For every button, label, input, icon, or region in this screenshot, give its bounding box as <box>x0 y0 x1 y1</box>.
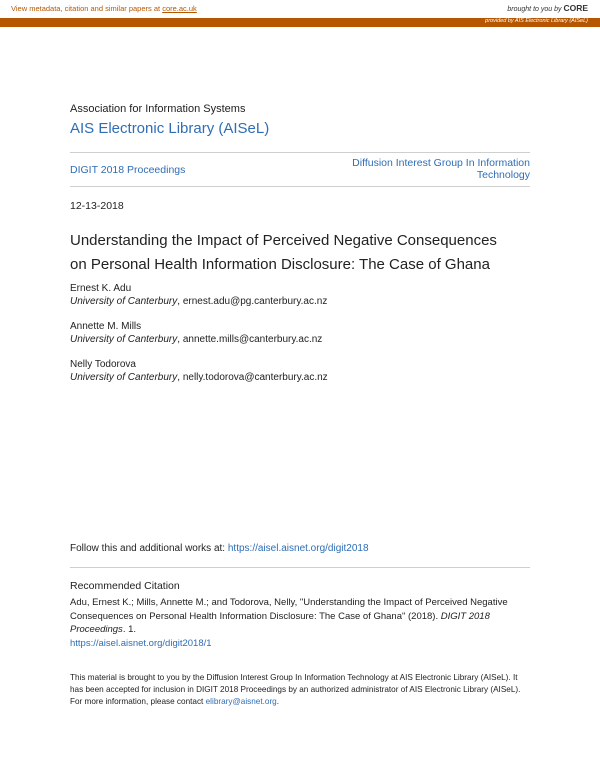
provided-bar <box>0 18 600 27</box>
proceedings-link[interactable]: DIGIT 2018 Proceedings <box>70 164 186 176</box>
group-link[interactable]: Diffusion Interest Group In Information Technology <box>352 157 530 181</box>
citation-text: Adu, Ernest K.; Mills, Annette M.; and Todorova, Nelly, "Understanding the Impact of Perceived Negative Consequences on Personal Health Information Disclosure: The Case of Ghana" (2018). DIGIT 2018 Proceedings. 1. https://aisel.aisnet.org/digit2018/1 <box>70 597 508 649</box>
authors <box>70 282 328 384</box>
core-link[interactable]: core.ac.uk <box>162 4 197 13</box>
divider <box>70 567 530 568</box>
author-affil: University of Canterbury <box>70 334 178 345</box>
follow-link[interactable]: https://aisel.aisnet.org/digit2018 <box>227 543 369 554</box>
author-email: , annette.mills@canterbury.ac.nz <box>177 334 323 345</box>
brought-text: brought to you by <box>507 6 562 13</box>
paper-title: Understanding the Impact of Perceived Negative Consequences on Personal Health Information Disclosure: The Case of Ghana <box>70 232 497 273</box>
author <box>70 282 328 308</box>
divider <box>70 152 530 153</box>
author-affil: University of Canterbury <box>70 372 178 383</box>
date: 12-13-2018 <box>70 200 124 212</box>
citation-link[interactable]: https://aisel.aisnet.org/digit2018/1 <box>70 637 212 649</box>
author <box>70 320 328 346</box>
follow-line: Follow this and additional works at: https://aisel.aisnet.org/digit2018 <box>70 543 369 554</box>
citation-heading: Recommended Citation <box>70 580 180 592</box>
author-email: , ernest.adu@pg.canterbury.ac.nz <box>177 296 328 307</box>
divider <box>70 186 530 187</box>
author-name: Annette M. Mills <box>70 321 142 332</box>
org-name: Association for Information Systems <box>70 103 246 115</box>
core-logo: CORE <box>563 3 588 13</box>
banner-prefix: View metadata, citation and similar papers at <box>11 4 163 13</box>
author-name: Nelly Todorova <box>70 359 136 370</box>
author <box>70 358 328 384</box>
author-affil: University of Canterbury <box>70 296 178 307</box>
core-banner <box>0 0 600 18</box>
contact-email-link[interactable]: elibrary@aisnet.org <box>205 697 277 706</box>
footer-note: This material is brought to you by the Diffusion Interest Group In Information Technology at AIS Electronic Library (AISeL). It has been accepted for inclusion in DIGIT 2018 Proceedings by an authorized administrator of AIS Electronic Library (AISeL). For more information, please contact elibrary@aisnet.org. <box>70 673 521 706</box>
banner-text <box>11 4 197 13</box>
author-email: , nelly.todorova@canterbury.ac.nz <box>177 372 328 383</box>
provided-text: provided by AIS Electronic Library (AISeL) <box>485 18 588 24</box>
author-name: Ernest K. Adu <box>70 283 132 294</box>
library-link[interactable]: AIS Electronic Library (AISeL) <box>70 120 270 137</box>
